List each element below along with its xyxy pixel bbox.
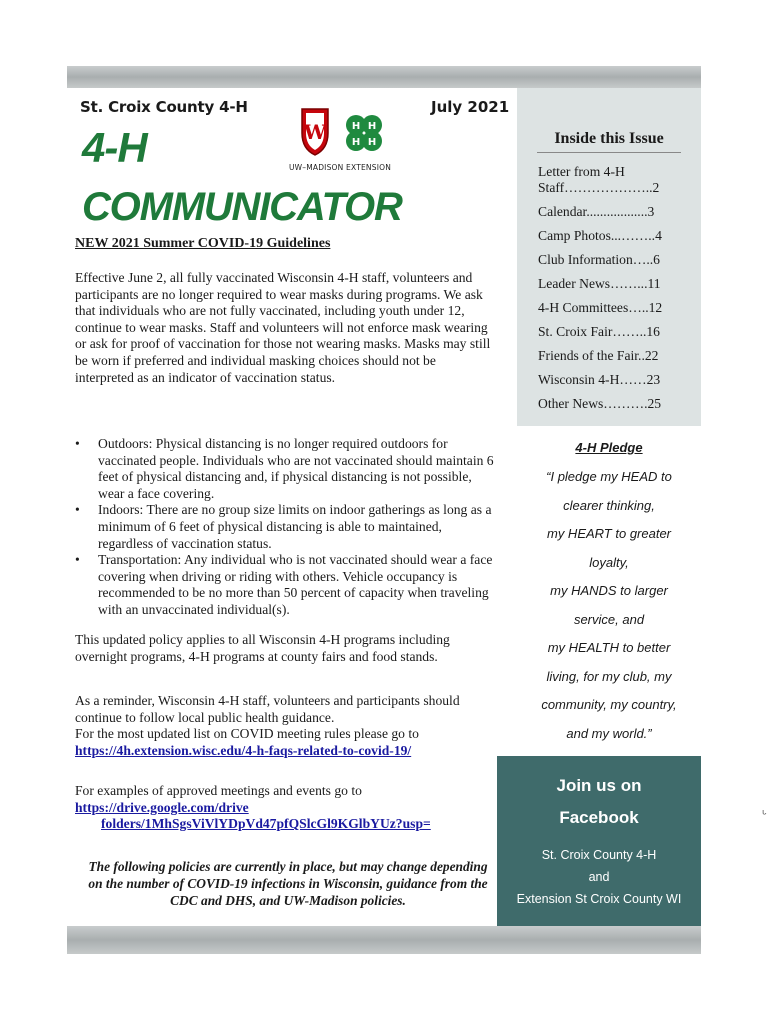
svg-text:H: H xyxy=(351,137,361,148)
reminder-paragraph xyxy=(75,693,495,759)
drive-link-line2[interactable]: folders/1MhSgsViVlYDpVd47pfQSlcGl9KGlbYUz?usp= xyxy=(101,816,431,832)
list-item: • Outdoors: Physical distancing is no longer required outdoors for vaccinated people. Individuals who are not vaccinated should maintain 6 feet of physical distancing and, if physical distancing is not possible, wear a face covering. xyxy=(75,436,494,501)
toc-item: St. Croix Fair……..16 xyxy=(538,324,660,339)
toc-item: Club Information…..6 xyxy=(538,252,660,267)
drive-link-line1[interactable]: https://drive.google.com/drive xyxy=(75,799,249,815)
uw-extension-4h-logo xyxy=(280,103,400,179)
inside-issue-title: Inside this Issue xyxy=(537,130,681,153)
pledge-line: and my world.” xyxy=(566,725,652,741)
svg-text:W: W xyxy=(303,120,327,144)
toc-item: Letter from 4-H Staff………………..2 xyxy=(538,164,660,195)
pledge-line: clearer thinking, xyxy=(563,497,655,513)
pledge-line: my HEALTH to better xyxy=(547,640,671,655)
pledge-line: my HANDS to larger xyxy=(550,583,668,598)
covid-rules-text: For the most updated list on COVID meeting rules please go to xyxy=(75,726,419,742)
toc-item: Calendar..................3 xyxy=(538,204,655,219)
reminder-text: As a reminder, Wisconsin 4-H staff, volunteers and participants should continue to follow local public health guidance. xyxy=(75,693,460,725)
svg-text:H: H xyxy=(367,137,377,148)
pledge-line: living, for my club, my xyxy=(546,668,672,684)
article-heading: NEW 2021 Summer COVID-19 Guidelines xyxy=(75,236,331,251)
facebook-details: St. Croix County 4-H and Extension St Croix County WI xyxy=(516,848,682,906)
county-label: St. Croix County 4-H xyxy=(80,98,248,116)
facebook-box xyxy=(497,756,701,926)
toc-item: Other News……….25 xyxy=(538,396,662,411)
examples-text: For examples of approved meetings and events go to xyxy=(75,783,362,798)
toc-item: 4-H Committees…..12 xyxy=(538,300,663,315)
table-of-contents xyxy=(538,164,688,420)
pledge-line: service, and xyxy=(573,611,645,627)
pledge-line: my HEART to greater xyxy=(546,526,672,541)
pledge-title: 4-H Pledge xyxy=(575,440,643,455)
edge-mark: ᒡ xyxy=(762,808,767,821)
4h-pledge xyxy=(517,440,701,748)
toc-item: Leader News……...11 xyxy=(538,276,661,291)
bottom-decorative-band xyxy=(67,926,701,954)
issue-date: July 2021 xyxy=(431,98,510,116)
pledge-line: “I pledge my HEAD to xyxy=(546,469,672,484)
newsletter-title-line1: 4-H xyxy=(82,124,147,171)
svg-text:H: H xyxy=(367,121,377,132)
uw-crest-clover-icon xyxy=(280,103,400,163)
toc-item: Friends of the Fair..22 xyxy=(538,348,659,363)
svg-text:H: H xyxy=(351,121,361,132)
pledge-line: community, my country, xyxy=(541,697,677,712)
article-intro: Effective June 2, all fully vaccinated Wisconsin 4-H staff, volunteers and participants are no longer required to wear masks during programs. We ask that individuals who are not fully vaccinated, including youth under 12, continue to wear masks. Staff and volunteers will not enforce mask wearing or ask for proof of vaccination for those not wearing masks. Masks may still be worn if preferred and individual masking choices should not be interpreted as an indicator of vaccination status. xyxy=(75,270,491,385)
toc-item: Wisconsin 4-H……23 xyxy=(538,372,661,387)
list-item: • Indoors: There are no group size limits on indoor gatherings as long as a minimum of 6 feet of physical distancing is able to maintained, regardless of vaccination status. xyxy=(75,502,492,551)
policy-paragraph: This updated policy applies to all Wisconsin 4-H programs including overnight programs, 4-H programs at county fairs and food stands. xyxy=(75,632,450,664)
covid-faq-link[interactable]: https://4h.extension.wisc.edu/4-h-faqs-related-to-covid-19/ xyxy=(75,742,412,758)
list-item: • Transportation: Any individual who is not vaccinated should wear a face covering when driving or riding with others. Vehicle occupancy is recommended to be no more than 50 percent of capacity when traveling with an unvaccinated individual(s). xyxy=(75,552,493,617)
pledge-line: loyalty, xyxy=(589,554,629,570)
facebook-title: Join us on Facebook xyxy=(556,776,642,827)
guidelines-list xyxy=(75,436,495,619)
top-decorative-band xyxy=(67,66,701,88)
logo-caption: UW–MADISON EXTENSION xyxy=(288,163,392,172)
newsletter-title-line2: COMMUNICATOR xyxy=(82,185,402,229)
toc-item: Camp Photos...……..4 xyxy=(538,228,662,243)
policy-note: The following policies are currently in place, but may change depending on the number of COVID-19 infections in Wisconsin, guidance from the CDC and DHS, and UW-Madison policies. xyxy=(88,859,488,908)
examples-paragraph xyxy=(75,783,495,833)
